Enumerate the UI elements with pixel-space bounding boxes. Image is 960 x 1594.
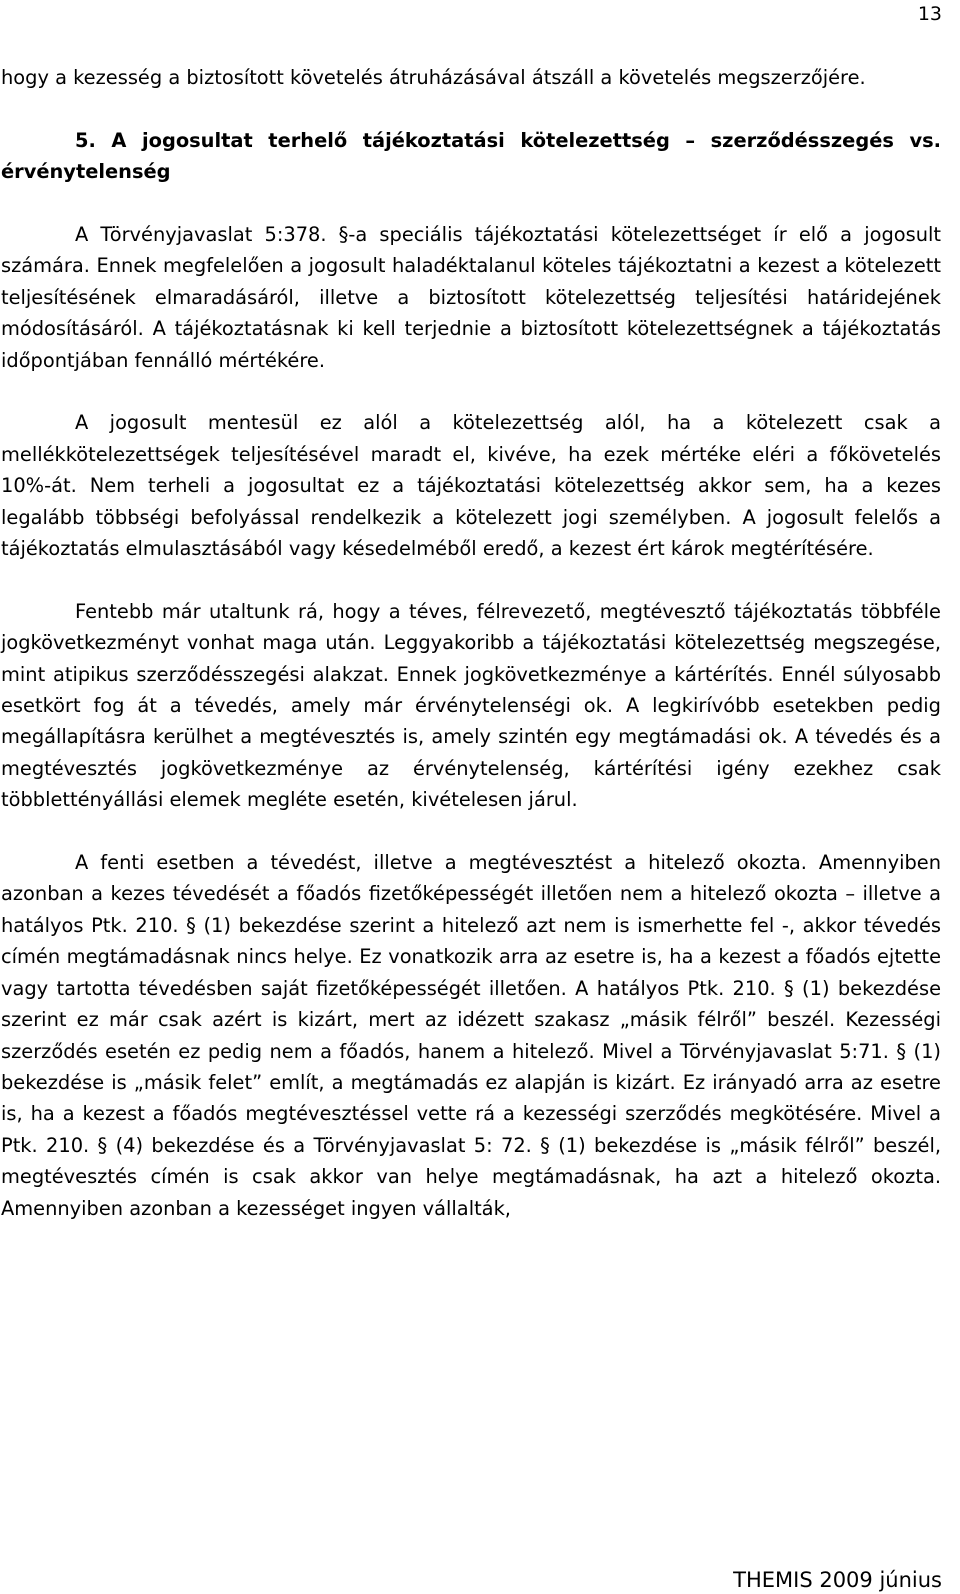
paragraph: A jogosult mentesül ez alól a kötelezettség alól, ha a kötelezett csak a mellékkötelezettségek teljesítésével maradt el, kivéve, ha ezek mértéke eléri a főkövetelés 10%-át. Nem terheli a jogosultat ez a tájékoztatási kötelezettség akkor sem, ha a kezes legalább többségi befolyással rendelkezik a kötelezett jogi személyben. A jogosult felelős a tájékoztatás elmulasztásából vagy késedelméből eredő, a kezest ért károk megtérítésére. (1, 411, 941, 561)
page-footer: THEMIS 2009 június (733, 1568, 942, 1592)
paragraph: A Törvényjavaslat 5:378. §-a speciális tájékoztatási kötelezettséget ír elő a jogosult számára. Ennek megfelelően a jogosult haladéktalanul köteles tájékoztatni a kezest a kötelezett teljesítésének elmaradásáról, illetve a biztosított kötelezettség teljesítési határidejének módosításáról. A tájékoztatásnak ki kell terjednie a biztosított kötelezettségnek a tájékoztatás időpontjában fennálló mértékére. (1, 223, 941, 372)
page-content (1, 62, 941, 1224)
page-number: 13 (917, 3, 942, 25)
paragraph: Fentebb már utaltunk rá, hogy a téves, félrevezető, megtévesztő tájékoztatás többféle jogkövetkezményt vonhat maga után. Leggyakoribb a tájékoztatási kötelezettség megszegése, mint atipikus szerződésszegési alakzat. Ennek jogkövetkezménye a kártérítés. Ennél súlyosabb esetkört fog át a tévedés, amely már érvénytelenségi ok. A legkirívóbb esetekben pedig megállapításra kerülhet a megtévesztés is, amely szintén egy megtámadási ok. A tévedés és a megtévesztés jogkövetkezménye az érvénytelenség, kártérítési igény ezekhez csak többlettényállási elemek megléte esetén, kivételesen járul. (1, 599, 941, 812)
paragraph-continuation: hogy a kezesség a biztosított követelés átruházásával átszáll a követelés megszerzőjére. (1, 66, 866, 89)
paragraph: A fenti esetben a tévedést, illetve a megtévesztést a hitelező okozta. Amennyiben azonban a kezes tévedését a főadós fizetőképességét illetően nem a hitelező okozta – illetve a hatályos Ptk. 210. § (1) bekezdése szerint a hitelező azt nem is ismerhette fel -, akkor tévedés címén megtámadásnak nincs helye. Ez vonatkozik arra az esetre is, ha a kezest a főadós ejtette vagy tartotta tévedésben saját fizetőképességét illetően. A hatályos Ptk. 210. § (1) bekezdése szerint ez már csak azért is kizárt, mert az idézett szakasz „másik félről” beszél. Kezességi szerződés esetén ez pedig nem a főadós, hanem a hitelező. Mivel a Törvényjavaslat 5:71. § (1) bekezdése is „másik felet” említ, a megtámadás ez alapján is kizárt. Ez irányadó arra az esetre is, ha a kezest a főadós megtévesztéssel vette rá a kezességi szerződés megkötésére. Mivel a Ptk. 210. § (4) bekezdése és a Törvényjavaslat 5: 72. § (1) bekezdése is „másik félről” beszél, megtévesztés címén is csak akkor van helye megtámadásnak, ha azt a hitelező okozta. Amennyiben azonban a kezességet ingyen vállalták, (1, 851, 941, 1220)
section-heading: 5. A jogosultat terhelő tájékoztatási kötelezettség – szerződésszegés vs. érvénytelenség (1, 128, 941, 184)
